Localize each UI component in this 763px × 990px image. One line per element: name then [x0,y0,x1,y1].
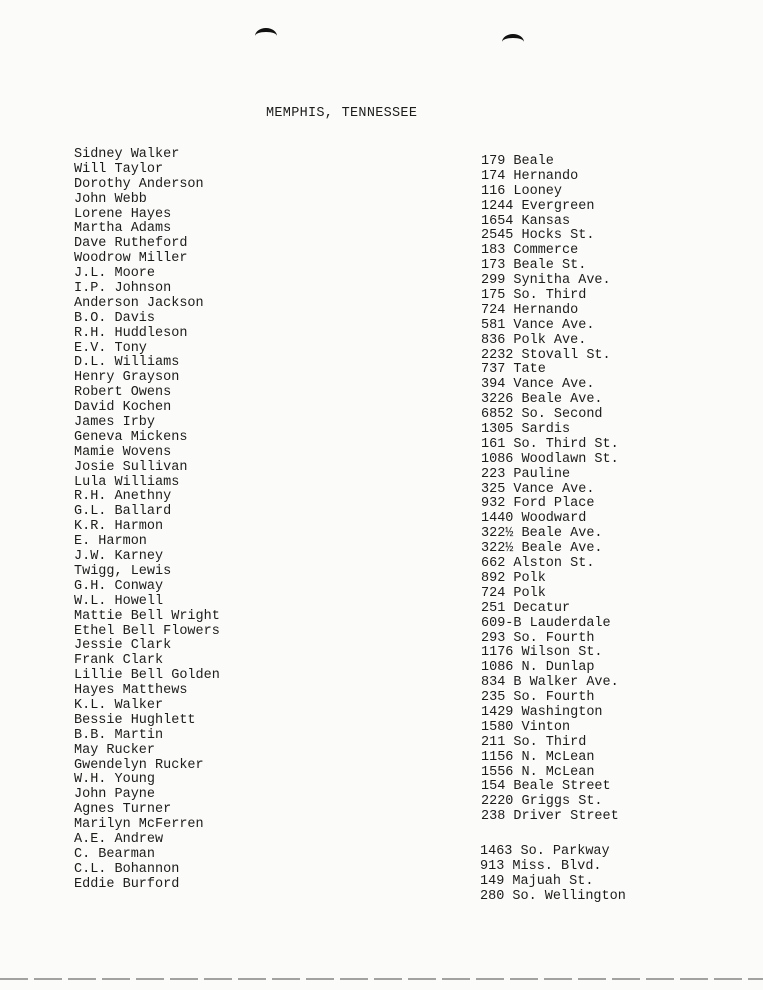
name-entry: K.R. Harmon [74,519,164,535]
address-entry: 3226 Beale Ave. [481,392,603,408]
name-entry: Marilyn McFerren [74,817,204,833]
address-entry: 183 Commerce [481,243,579,259]
address-entry: 293 So. Fourth [481,630,595,646]
address-entry: 322½ Beale Ave. [481,526,603,542]
name-entry: G.L. Ballard [74,504,172,520]
address-entry: 2220 Griggs St. [481,794,603,810]
address-entry: 173 Beale St. [481,258,587,274]
address-entry: 174 Hernando [481,168,579,184]
name-entry: J.W. Karney [74,549,164,565]
name-entry: G.H. Conway [74,578,164,594]
address-entry: 179 Beale [481,154,554,169]
name-entry: I.P. Johnson [74,281,172,297]
address-entry: 1440 Woodward [481,511,587,527]
address-entry: 325 Vance Ave. [481,481,595,497]
name-entry: B.O. Davis [74,310,156,326]
address-entry: 2232 Stovall St. [481,347,611,363]
name-entry: Agnes Turner [74,802,172,818]
name-entry: E.V. Tony [74,340,147,356]
name-entry: A.E. Andrew [74,831,164,847]
address-entry: 932 Ford Place [481,496,595,512]
name-entry: W.L. Howell [74,593,164,609]
address-entry: 1176 Wilson St. [481,645,603,661]
name-entry: Sidney Walker [74,147,180,162]
name-entry: Bessie Hughlett [74,712,196,728]
address-entry: 581 Vance Ave. [481,317,595,333]
address-entry: 1305 Sardis [481,422,571,438]
address-entry: 836 Polk Ave. [481,332,587,348]
address-entry: 6852 So. Second [481,407,603,423]
name-entry: May Rucker [74,742,156,758]
address-entry: 280 So. Wellington [480,888,626,904]
name-entry: R.H. Huddleson [74,325,188,341]
name-entry: Gwendelyn Rucker [74,757,204,773]
name-entry: Twigg, Lewis [74,563,172,579]
name-entry: Jessie Clark [74,638,172,654]
names-column [74,148,220,893]
name-entry: B.B. Martin [74,727,164,743]
address-entry: 1580 Vinton [481,719,571,735]
name-entry: Mattie Bell Wright [74,608,220,624]
name-entry: Geneva Mickens [74,429,188,445]
name-entry: Lillie Bell Golden [74,668,220,684]
name-entry: David Kochen [74,400,172,416]
name-entry: C.L. Bohannon [74,861,180,877]
name-entry: Anderson Jackson [74,295,204,311]
name-entry: Mamie Wovens [74,444,172,460]
punch-hole-left [255,28,277,44]
address-entry: 116 Looney [481,183,563,199]
address-entry: 1463 So. Parkway [480,844,610,859]
name-entry: Lorene Hayes [74,206,172,222]
address-entry: 251 Decatur [481,600,571,616]
name-entry: Lula Williams [74,474,180,490]
address-entry: 1086 Woodlawn St. [481,451,619,467]
name-entry: Dave Rutheford [74,236,188,252]
address-entry: 1556 N. McLean [481,764,595,780]
address-entry: 161 So. Third St. [481,436,619,452]
address-entry: 892 Polk [481,570,546,586]
name-entry: Henry Grayson [74,370,180,386]
address-entry: 609-B Lauderdale [481,615,611,631]
name-entry: Dorothy Anderson [74,176,204,192]
address-entry: 724 Polk [481,585,546,601]
name-entry: Woodrow Miller [74,251,188,267]
name-entry: John Webb [74,191,147,207]
name-entry: D.L. Williams [74,355,180,371]
name-entry: John Payne [74,787,156,803]
address-entry: 737 Tate [481,362,546,378]
address-entry: 235 So. Fourth [481,690,595,706]
address-entry: 394 Vance Ave. [481,377,595,393]
address-entry: 913 Miss. Blvd. [480,858,602,874]
name-entry: Robert Owens [74,385,172,401]
name-entry: J.L. Moore [74,266,156,282]
address-entry: 322½ Beale Ave. [481,541,603,557]
address-entry: 662 Alston St. [481,556,595,572]
name-entry: W.H. Young [74,772,156,788]
address-entry: 834 B Walker Ave. [481,675,619,691]
name-entry: C. Bearman [74,846,156,862]
name-entry: Martha Adams [74,221,172,237]
address-entry: 1244 Evergreen [481,198,595,214]
address-entry: 238 Driver Street [481,809,619,825]
address-entry: 211 So. Third [481,734,587,750]
name-entry: R.H. Anethny [74,489,172,505]
address-entry: 724 Hernando [481,302,579,318]
page-title: MEMPHIS, TENNESSEE [266,106,418,121]
page-bottom-edge [0,978,763,980]
name-entry: James Irby [74,415,156,431]
address-entry: 1654 Kansas [481,213,571,229]
address-entry: 2545 Hocks St. [481,228,595,244]
address-entry: 223 Pauline [481,466,571,482]
name-entry: Frank Clark [74,653,164,669]
address-entry: 1086 N. Dunlap [481,660,595,676]
name-entry: Hayes Matthews [74,683,188,699]
punch-hole-right [502,34,524,50]
address-entry: 1156 N. McLean [481,749,595,765]
name-entry: K.L. Walker [74,697,164,713]
name-entry: Eddie Burford [74,876,180,892]
name-entry: Will Taylor [74,161,164,177]
name-entry: E. Harmon [74,534,147,550]
address-entry: 175 So. Third [481,288,587,304]
name-entry: Ethel Bell Flowers [74,623,220,639]
address-entry: 149 Majuah St. [480,873,594,889]
address-entry: 154 Beale Street [481,779,611,795]
name-entry: Josie Sullivan [74,459,188,475]
address-entry: 299 Synitha Ave. [481,273,611,289]
address-entry: 1429 Washington [481,704,603,720]
addresses-column-continued [480,845,626,905]
addresses-column [481,155,619,825]
